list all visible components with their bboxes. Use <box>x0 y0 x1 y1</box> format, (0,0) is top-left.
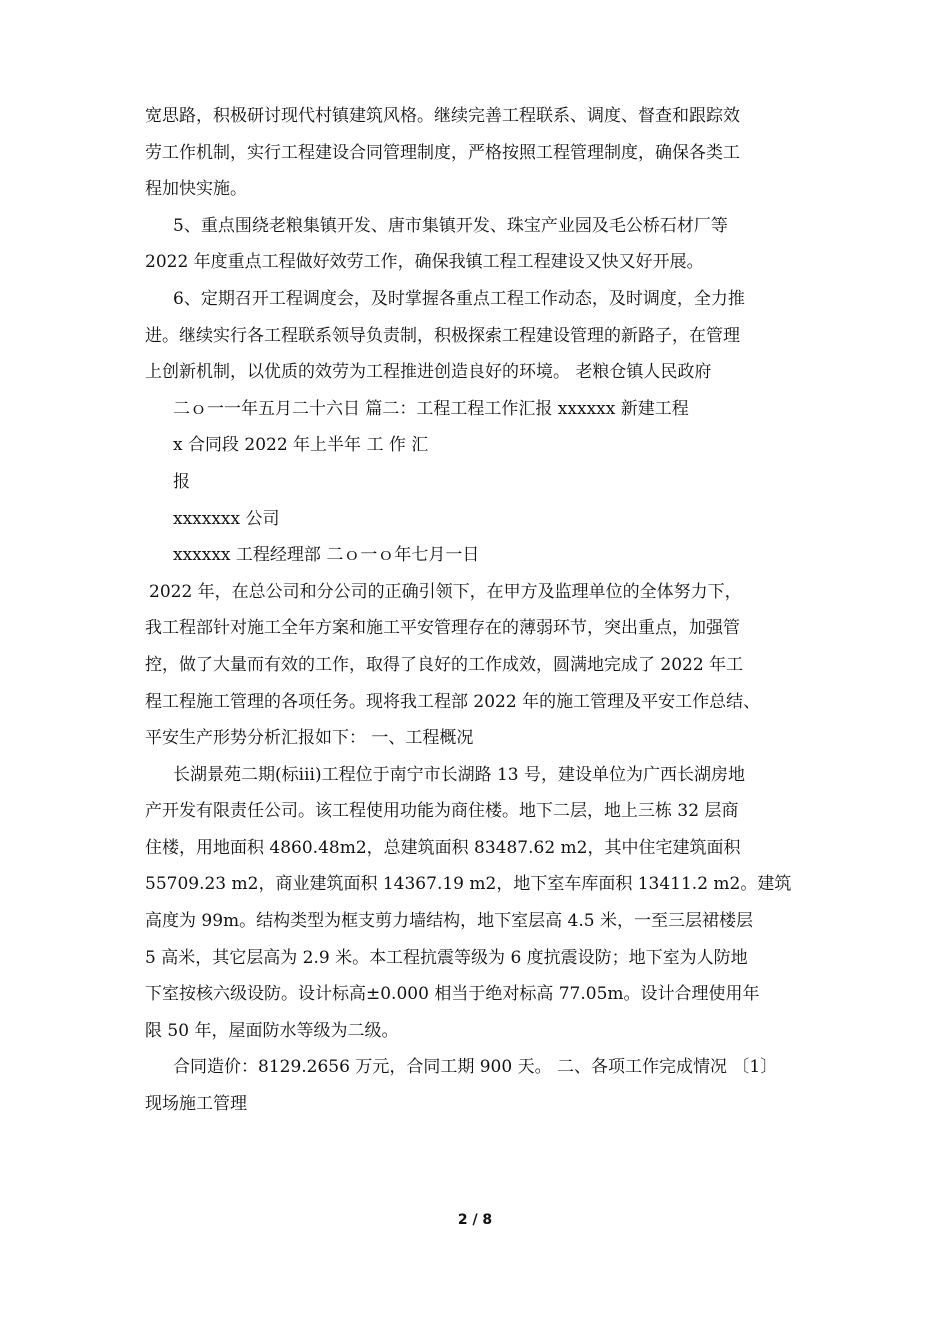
document-body <box>145 98 815 1123</box>
text-line: 我工程部针对施工全年方案和施工平安管理存在的薄弱环节，突出重点，加强管 <box>145 618 740 639</box>
text-line: 平安生产形势分析汇报如下： 一、工程概况 <box>145 728 474 749</box>
text-line: 合同造价：8129.2656 万元，合同工期 900 天。 二、各项工作完成情况 〔1〕 <box>173 1057 778 1078</box>
text-line: 劳工作机制，实行工程建设合同管理制度，严格按照工程管理制度，确保各类工 <box>145 142 740 163</box>
text-line: 现场施工管理 <box>145 1094 247 1115</box>
text-line: 2022 年度重点工程做好效劳工作，确保我镇工程工程建设又快又好开展。 <box>145 252 704 273</box>
text-line: 产开发有限责任公司。该工程使用功能为商住楼。地下二层，地上三栋 32 层商 <box>145 801 739 822</box>
text-line: 程工程施工管理的各项任务。现将我工程部 2022 年的施工管理及平安工作总结、 <box>145 691 761 712</box>
text-line: xxxxxxx 公司 <box>173 508 280 529</box>
text-line: 下室按核六级设防。设计标高±0.000 相当于绝对标高 77.05m。设计合理使用年 <box>145 984 760 1005</box>
text-line: 5 高米，其它层高为 2.9 米。本工程抗震等级为 6 度抗震设防；地下室为人防地 <box>145 947 748 968</box>
text-line: 6、定期召开工程调度会，及时掌握各重点工程工作动态，及时调度，全力推 <box>173 288 745 309</box>
text-line: 高度为 99m。结构类型为框支剪力墙结构，地下室层高 4.5 米，一至三层裙楼层 <box>145 911 753 932</box>
text-line: 55709.23 m2，商业建筑面积 14367.19 m2，地下室车库面积 13411.2 m2。建筑 <box>145 874 792 895</box>
text-line: 控，做了大量而有效的工作，取得了良好的工作成效，圆满地完成了 2022 年工 <box>145 654 744 675</box>
text-line: 住楼，用地面积 4860.48m2，总建筑面积 83487.62 m2，其中住宅建筑面积 <box>145 837 741 858</box>
text-line: 5、重点围绕老粮集镇开发、唐市集镇开发、珠宝产业园及毛公桥石材厂等 <box>173 215 728 236</box>
text-line: x 合同段 2022 年上半年 工 作 汇 <box>173 435 429 456</box>
page-number: 2 / 8 <box>457 1212 493 1228</box>
text-line: 2022 年，在总公司和分公司的正确引领下，在甲方及监理单位的全体努力下， <box>149 581 742 602</box>
text-line: 上创新机制，以优质的效劳为工程推进创造良好的环境。 老粮仓镇人民政府 <box>145 362 712 383</box>
text-line: 进。继续实行各工程联系领导负责制，积极探索工程建设管理的新路子，在管理 <box>145 325 740 346</box>
text-line: 报 <box>173 471 190 492</box>
text-line: 二ｏ一一年五月二十六日 篇二：工程工程工作汇报 xxxxxx 新建工程 <box>173 398 689 419</box>
text-line: 宽思路，积极研讨现代村镇建筑风格。继续完善工程联系、调度、督查和跟踪效 <box>145 106 740 126</box>
text-line: 长湖景苑二期(标ⅲ)工程位于南宁市长湖路 13 号，建设单位为广西长湖房地 <box>173 764 746 785</box>
text-line: 限 50 年，屋面防水等级为二级。 <box>145 1020 399 1041</box>
text-line: 程加快实施。 <box>145 179 247 200</box>
text-line: xxxxxx 工程经理部 二ｏ一ｏ年七月一日 <box>173 545 480 566</box>
